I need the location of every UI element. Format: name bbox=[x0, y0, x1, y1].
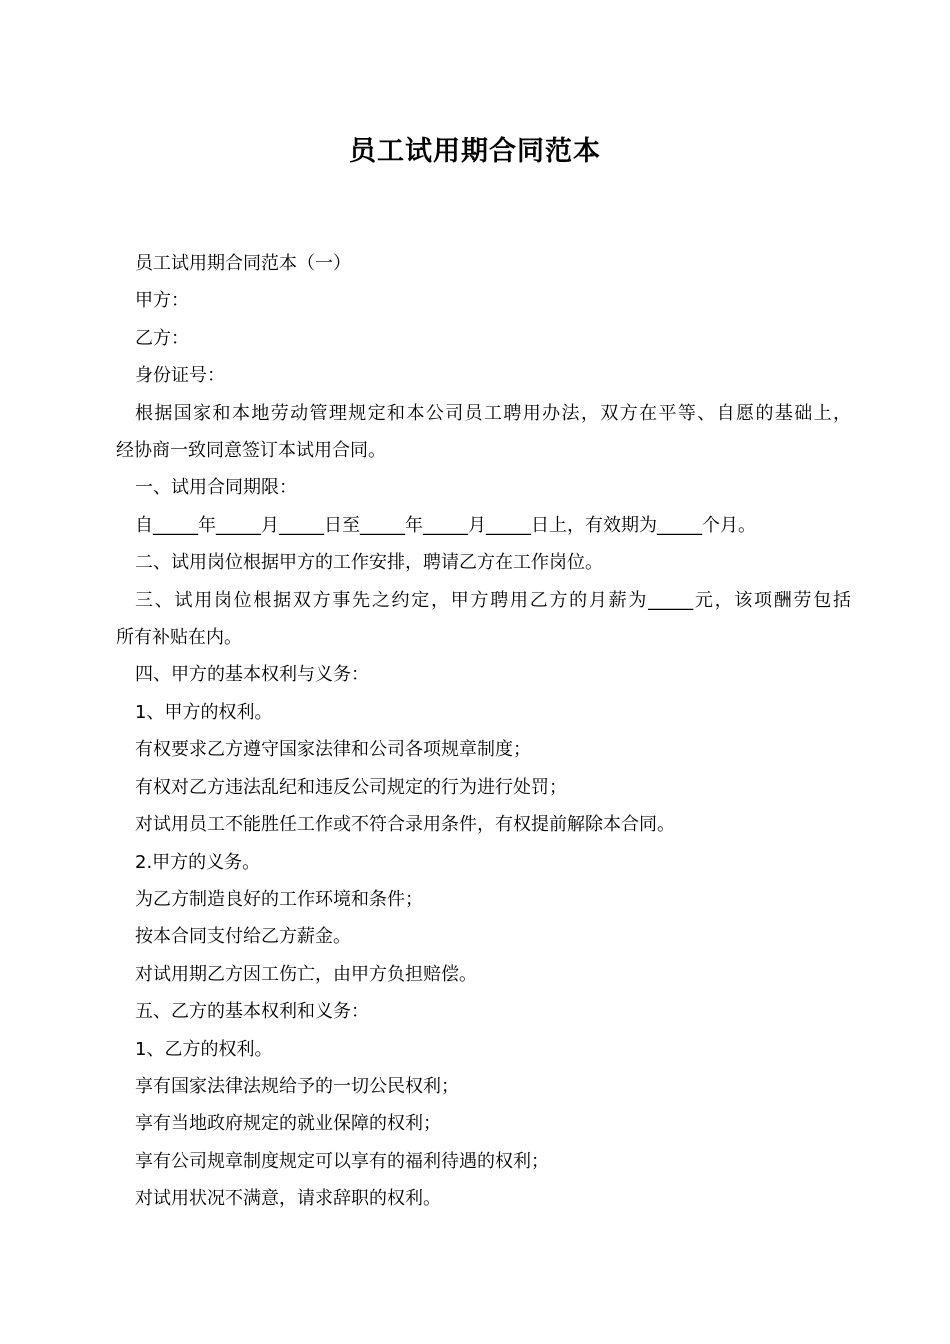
section-heading: 员工试用期合同范本（一） bbox=[135, 253, 351, 274]
document-body bbox=[116, 245, 851, 1218]
list-item: 享有公司规章制度规定可以享有的福利待遇的权利； bbox=[135, 1150, 549, 1172]
list-item: 为乙方制造良好的工作环境和条件； bbox=[135, 888, 423, 910]
list-item: 对试用状况不满意，请求辞职的权利。 bbox=[135, 1188, 441, 1210]
party-a-label: 甲方： bbox=[135, 290, 189, 312]
paragraph-line: 根据国家和本地劳动管理规定和本公司员工聘用办法，双方在平等、自愿的基础上， bbox=[135, 402, 851, 424]
list-item: 对试用员工不能胜任工作或不符合录用条件，有权提前解除本合同。 bbox=[135, 814, 675, 836]
clause-heading: 二、试用岗位根据甲方的工作安排，聘请乙方在工作岗位。 bbox=[135, 552, 603, 574]
list-item: 对试用期乙方因工伤亡，由甲方负担赔偿。 bbox=[135, 963, 477, 985]
paragraph-line: 自_____年_____月_____日至_____年_____月_____日上，有效期为_____个月。 bbox=[135, 514, 756, 536]
list-item: 有权要求乙方遵守国家法律和公司各项规章制度； bbox=[135, 739, 531, 761]
party-b-label: 乙方： bbox=[135, 327, 189, 349]
list-item: 有权对乙方违法乱纪和违反公司规定的行为进行处罚； bbox=[135, 776, 567, 798]
list-item: 按本合同支付给乙方薪金。 bbox=[135, 926, 351, 948]
paragraph-line: 三、试用岗位根据双方事先之约定，甲方聘用乙方的月薪为_____元，该项酬劳包括 bbox=[135, 589, 851, 611]
paragraph-line: 所有补贴在内。 bbox=[116, 627, 242, 649]
list-item: 享有当地政府规定的就业保障的权利； bbox=[135, 1113, 441, 1135]
list-item: 享有国家法律法规给予的一切公民权利； bbox=[135, 1075, 459, 1097]
clause-heading: 一、试用合同期限： bbox=[135, 477, 297, 499]
sub-heading: 1、甲方的权利。 bbox=[135, 701, 273, 723]
id-number-label: 身份证号： bbox=[135, 365, 225, 387]
clause-heading: 五、乙方的基本权利和义务： bbox=[135, 1001, 369, 1023]
clause-heading: 四、甲方的基本权利与义务： bbox=[135, 664, 369, 686]
sub-heading: 1、乙方的权利。 bbox=[135, 1038, 273, 1060]
document-title: 员工试用期合同范本 bbox=[349, 136, 601, 167]
paragraph-line: 经协商一致同意签订本试用合同。 bbox=[116, 440, 386, 462]
sub-heading: 2.甲方的义务。 bbox=[135, 851, 261, 873]
